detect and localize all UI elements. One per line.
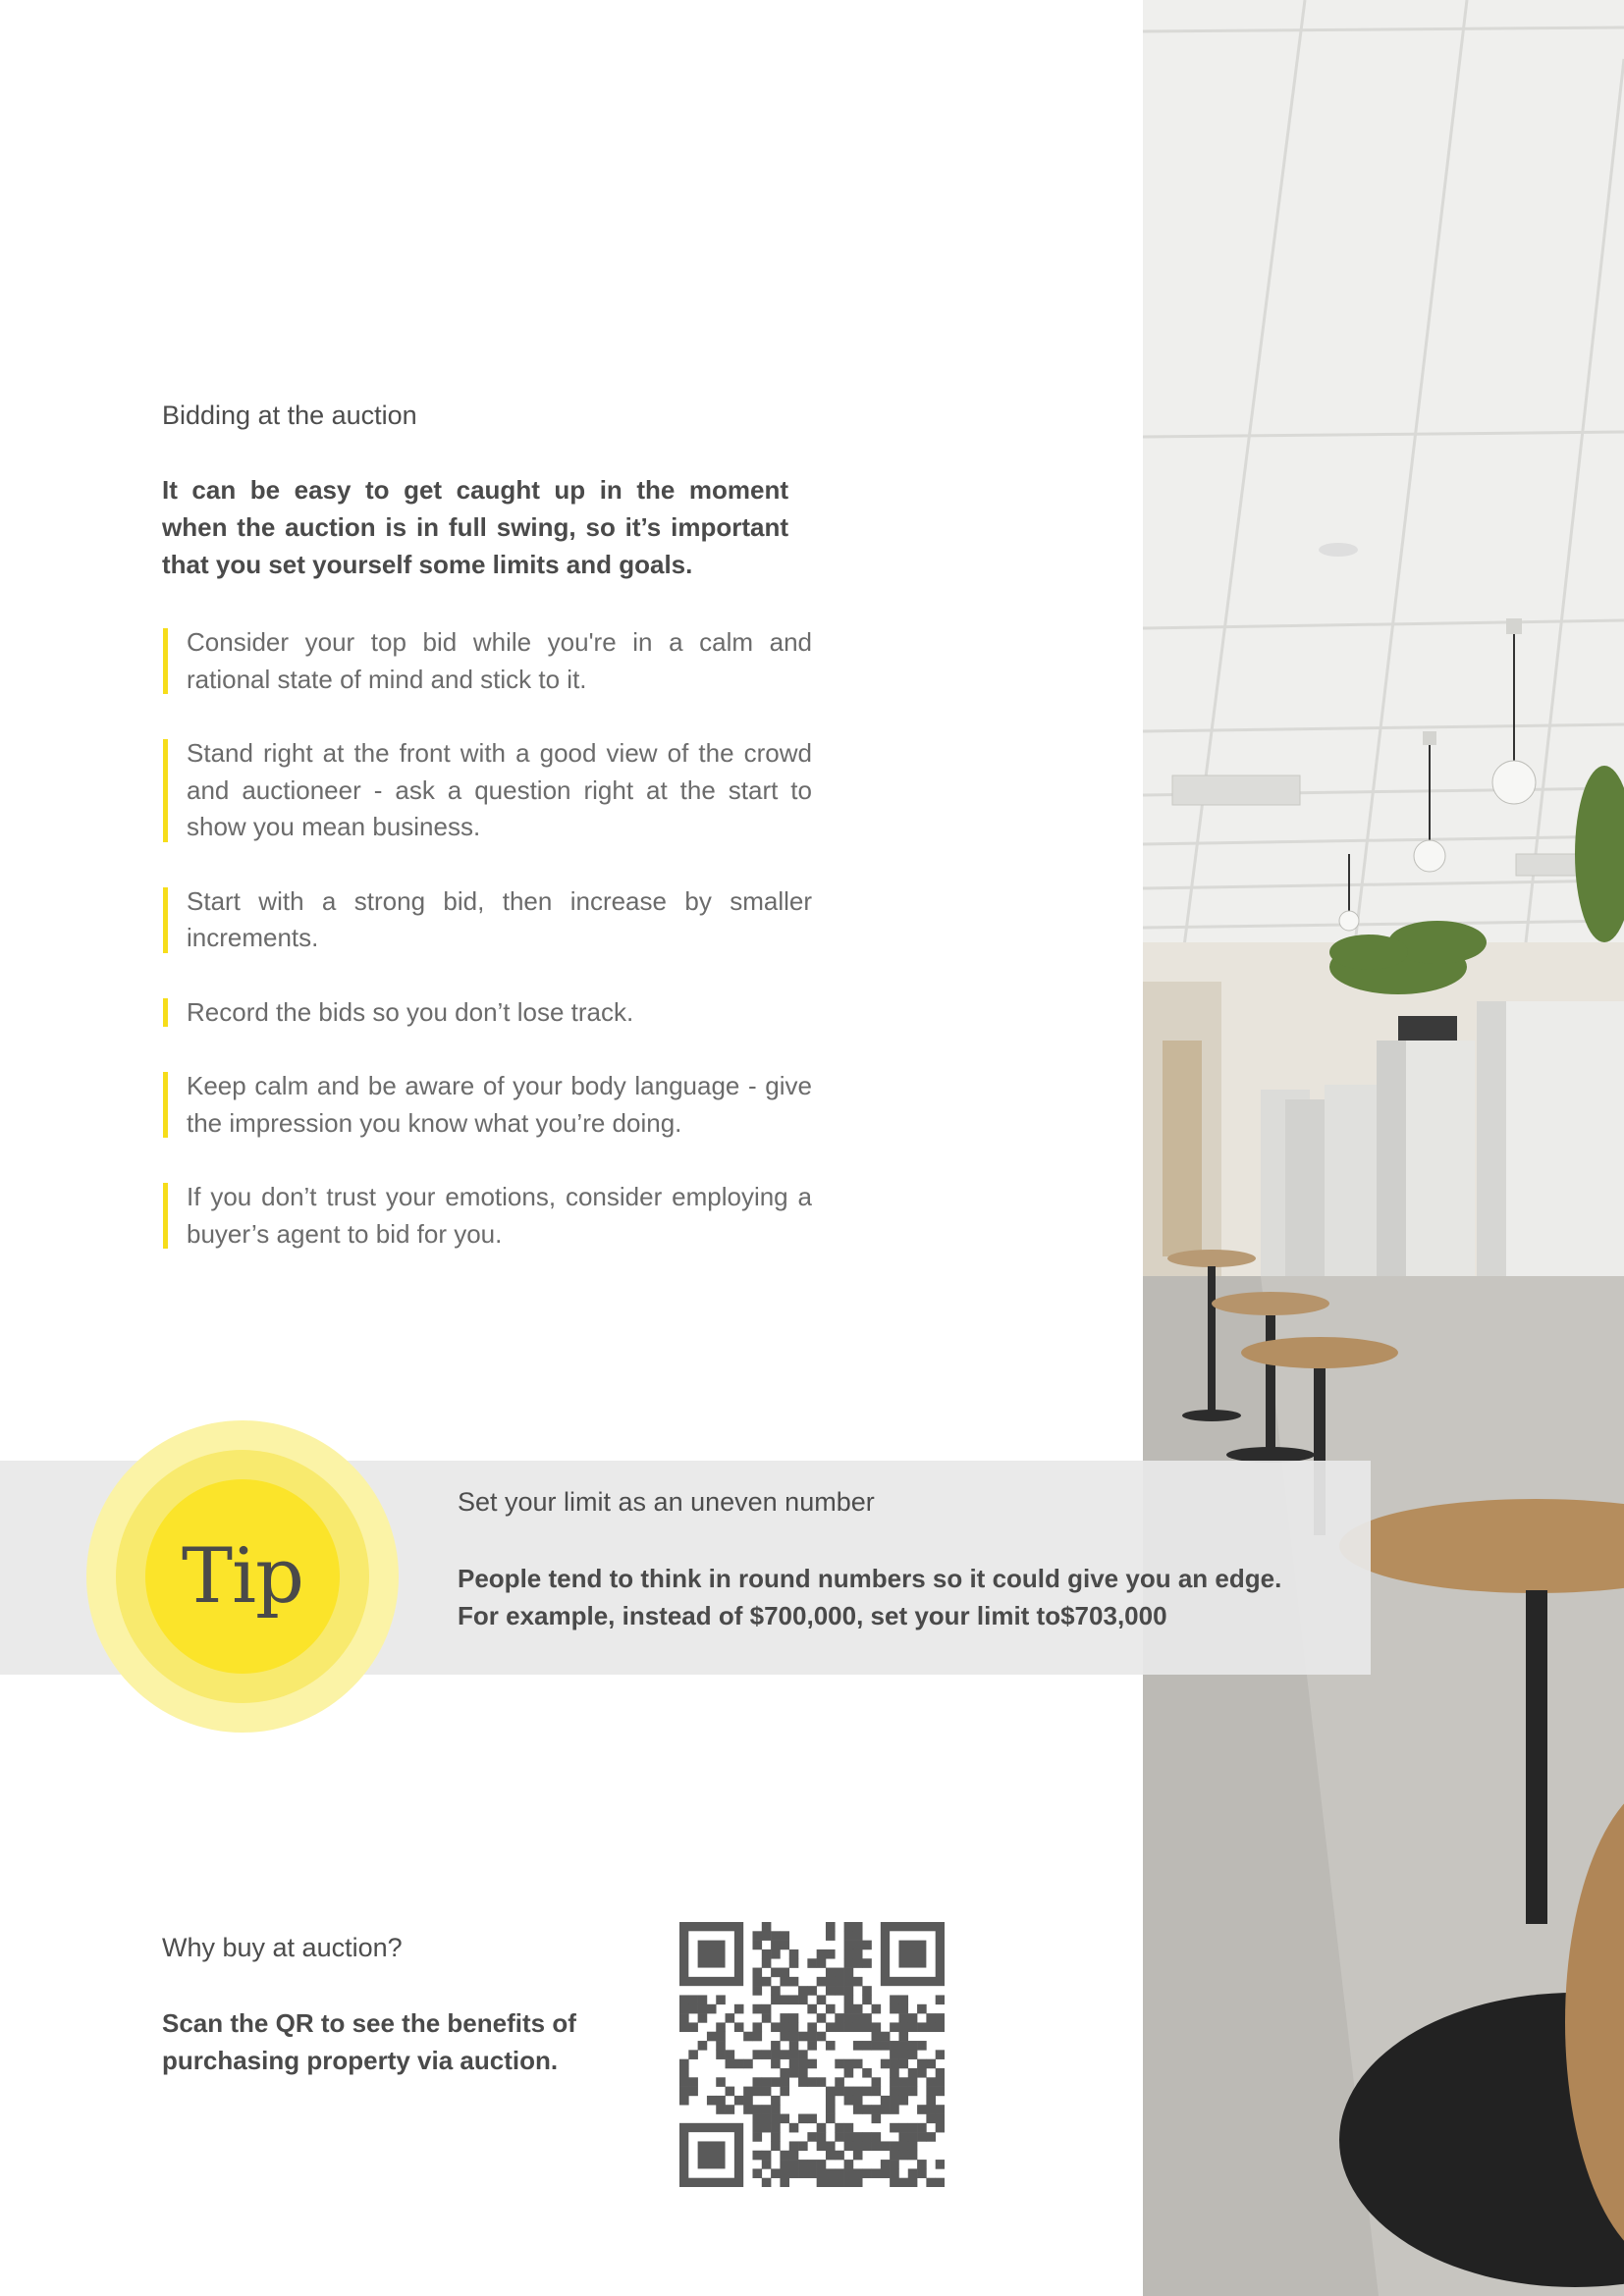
- list-item-text: Keep calm and be aware of your body language - give the impression you know what you’re doing.: [187, 1071, 812, 1138]
- tip-body: People tend to think in round numbers so it could give you an edge. For example, instead of $700,000, set your limit to$703,000: [458, 1564, 1282, 1630]
- list-item: [162, 883, 812, 957]
- bidding-intro: It can be easy to get caught up in the moment when the auction is in full swing, so it’s important that you set yourself some limits and goals.: [162, 475, 788, 579]
- bidding-tips-list: [162, 624, 812, 1290]
- section-heading-why-auction: Why buy at auction?: [162, 1933, 403, 1962]
- office-photo: [1143, 0, 1624, 2296]
- tip-label: Tip: [182, 1532, 303, 1621]
- list-item-text: Record the bids so you don’t lose track.: [187, 996, 634, 1027]
- qr-instructions: Scan the QR to see the benefits of purchasing property via auction.: [162, 2008, 576, 2075]
- list-item: [162, 735, 812, 846]
- yellow-bar-marker: [163, 887, 168, 953]
- yellow-bar-marker: [163, 628, 168, 694]
- list-item: [162, 624, 812, 698]
- list-item-text: Start with a strong bid, then increase by smaller increments.: [187, 885, 812, 952]
- yellow-bar-marker: [163, 1183, 168, 1249]
- list-item: [162, 1068, 812, 1142]
- list-item-text: Stand right at the front with a good view of the crowd and auctioneer - ask a question right at the start to show you mean business.: [187, 738, 812, 841]
- list-item: [162, 1179, 812, 1253]
- list-item-text: If you don’t trust your emotions, consider employing a buyer’s agent to bid for you.: [187, 1182, 812, 1249]
- tip-title: Set your limit as an uneven number: [458, 1487, 875, 1517]
- yellow-bar-marker: [163, 1072, 168, 1138]
- list-item: [162, 994, 812, 1032]
- qr-code-icon[interactable]: [679, 1922, 945, 2187]
- yellow-bar-marker: [163, 739, 168, 842]
- section-heading-bidding: Bidding at the auction: [162, 400, 417, 430]
- list-item-text: Consider your top bid while you're in a calm and rational state of mind and stick to it.: [187, 627, 812, 694]
- yellow-bar-marker: [163, 998, 168, 1028]
